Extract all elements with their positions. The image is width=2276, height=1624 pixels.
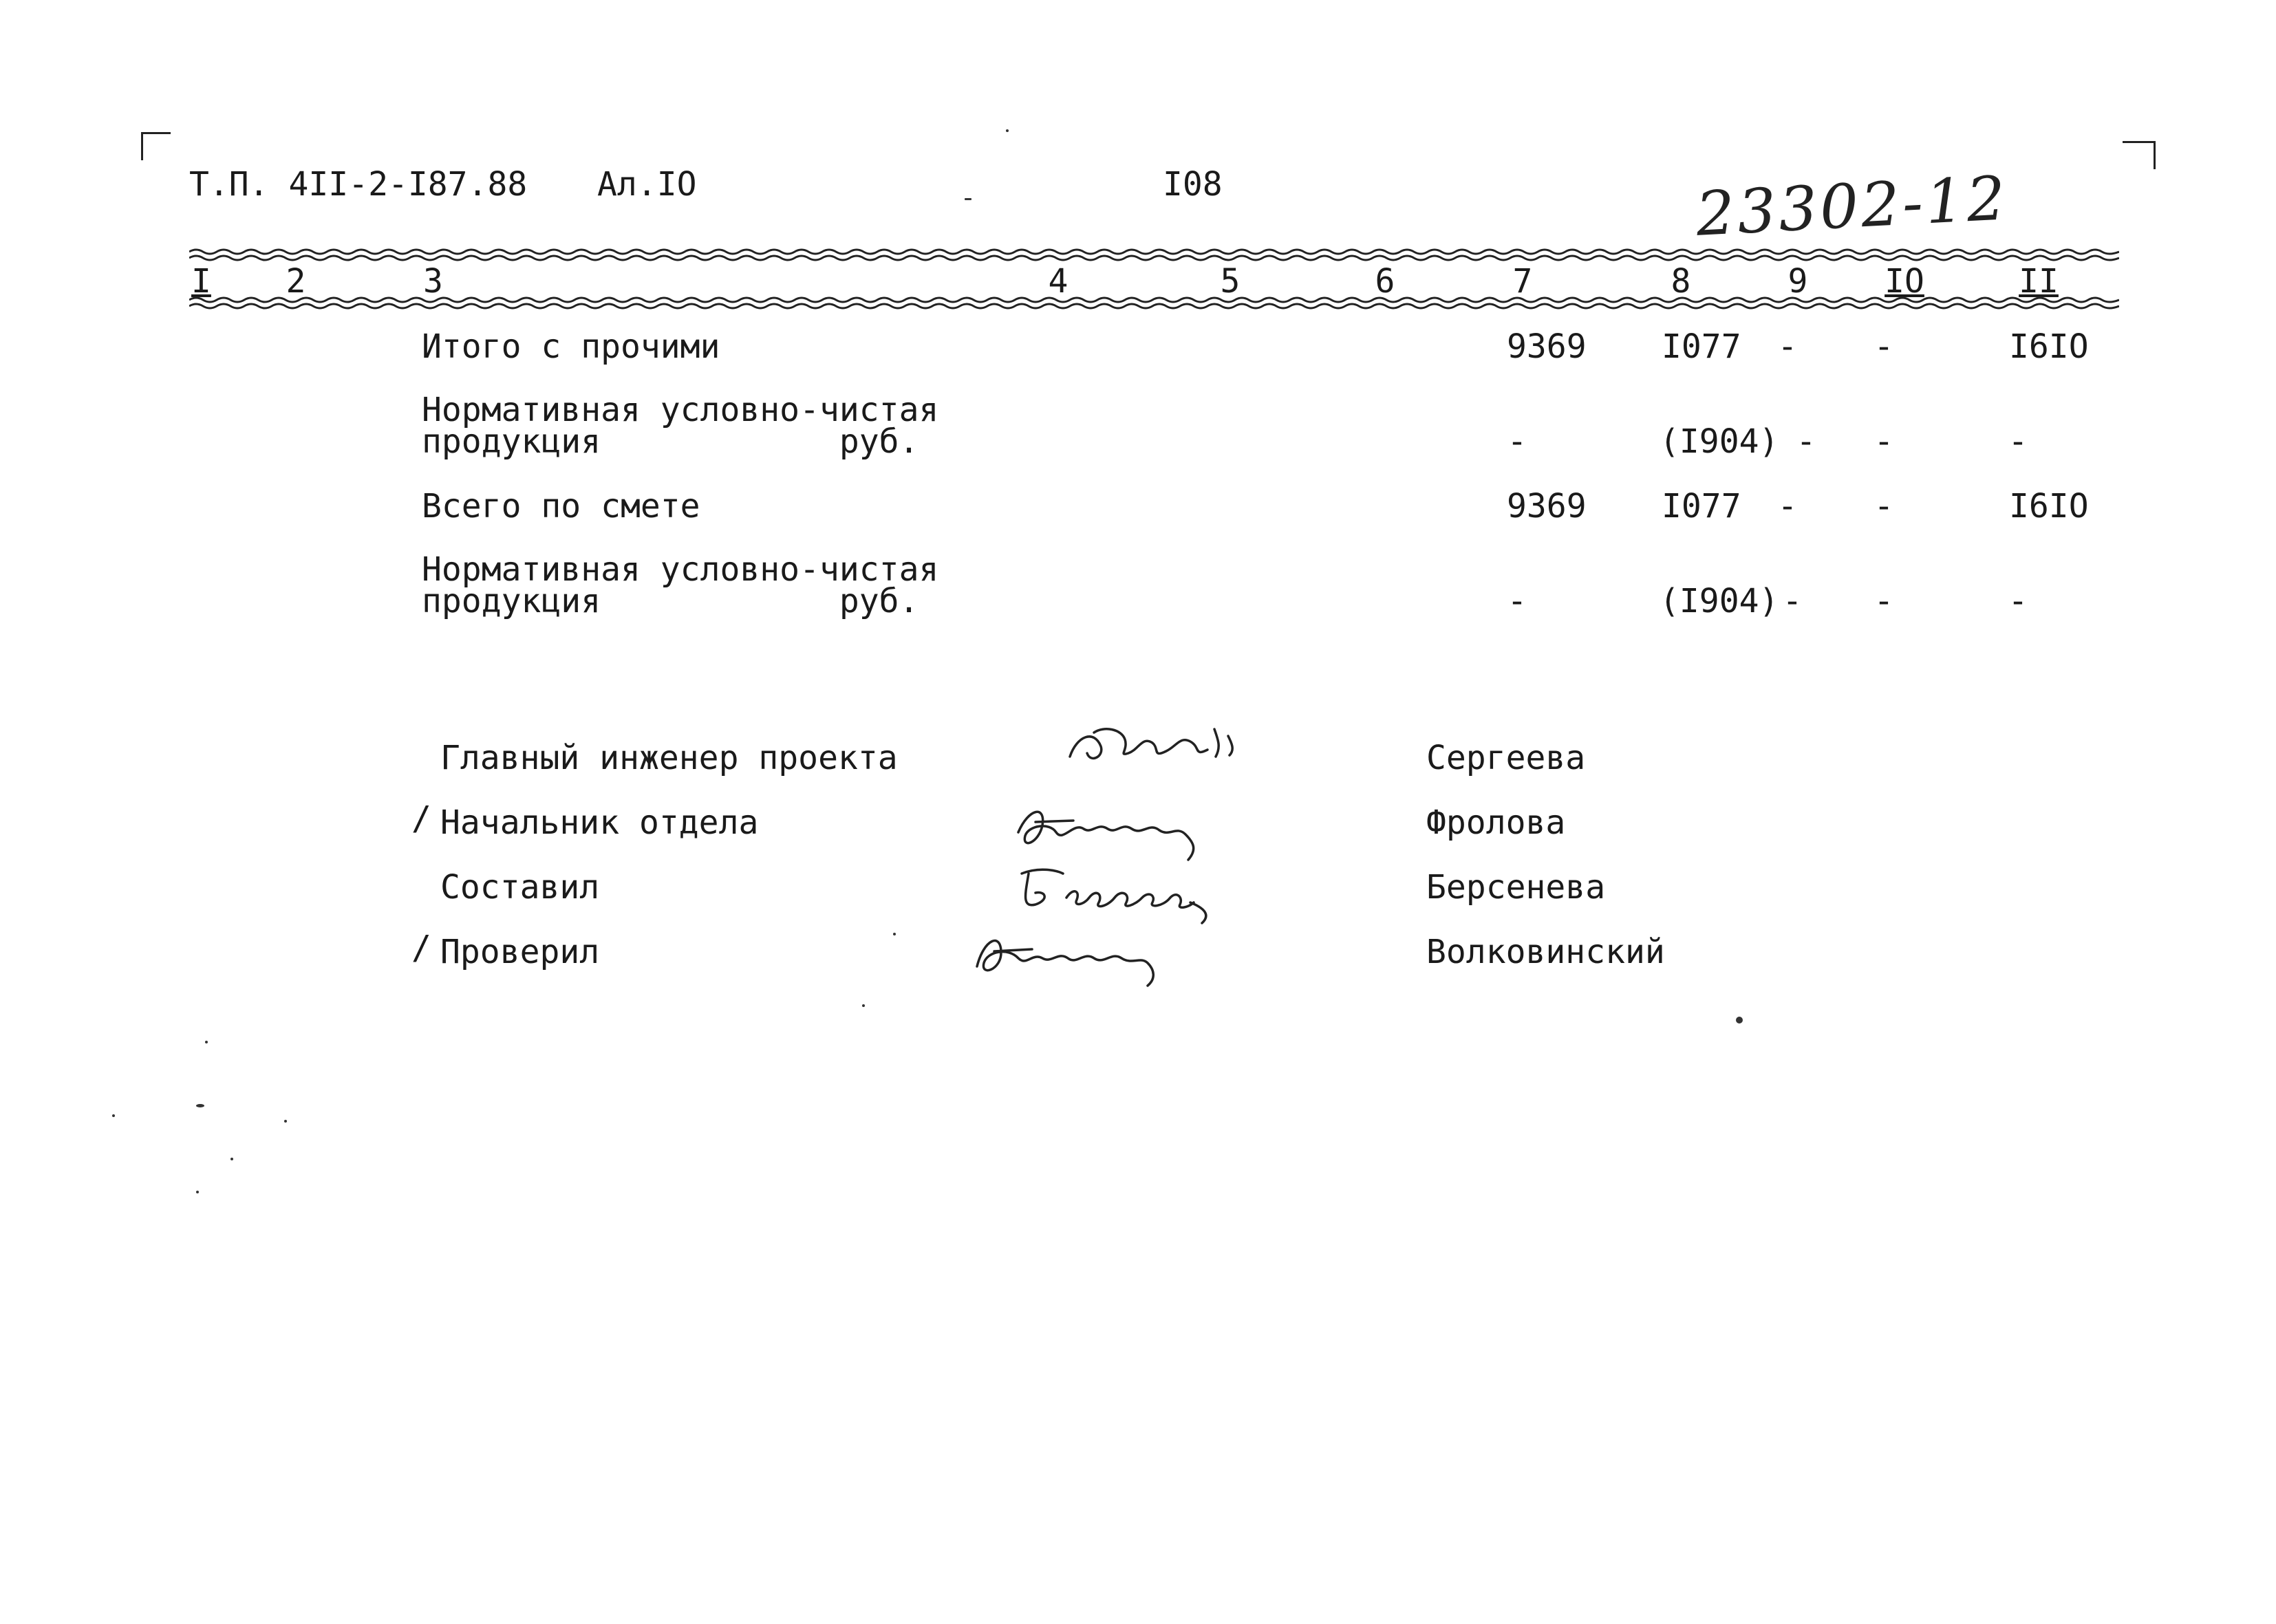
signatory-name: Сергеева <box>1426 739 1586 777</box>
cell-col10: - <box>1874 487 1894 526</box>
cell-col8: (I904) <box>1660 582 1779 620</box>
document-code: Т.П. 4II-2-I87.88 <box>189 165 528 204</box>
column-number-10: IO <box>1885 262 1924 301</box>
signatory-name: Волковинский <box>1426 933 1665 971</box>
table-rule-top <box>189 246 2119 261</box>
column-number-8: 8 <box>1671 262 1691 301</box>
cell-col11: - <box>2008 422 2028 461</box>
cell-col8: I077 <box>1662 487 1741 526</box>
scan-speck <box>1006 129 1009 132</box>
column-number-2: 2 <box>286 262 306 301</box>
column-number-7: 7 <box>1512 262 1533 301</box>
scan-speck <box>196 1191 199 1193</box>
page-number: I08 <box>1163 165 1223 204</box>
scan-speck <box>284 1120 287 1123</box>
scan-speck <box>196 1104 204 1107</box>
column-number-11: II <box>2019 262 2059 301</box>
scan-speck <box>112 1114 115 1117</box>
cell-col10: - <box>1874 422 1894 461</box>
row-label-line1: Нормативная условно-чистая <box>422 391 939 429</box>
handwritten-signature <box>1008 794 1235 870</box>
signatory-role: Главный инженер проекта <box>440 739 898 777</box>
column-number-5: 5 <box>1220 262 1241 301</box>
cell-col7: 9369 <box>1507 327 1587 366</box>
row-label-line1: Нормативная условно-чистая <box>422 550 939 589</box>
cell-col7: 9369 <box>1507 487 1587 526</box>
check-mark: / <box>411 799 431 838</box>
table-rule-bottom <box>189 296 2119 311</box>
signatory-role: Проверил <box>440 933 600 971</box>
handwritten-signature <box>1063 715 1256 777</box>
signatory-name: Берсенева <box>1426 868 1606 907</box>
signatory-role: Составил <box>440 868 600 907</box>
check-mark: / <box>411 929 431 967</box>
handwritten-signature <box>963 918 1183 994</box>
cell-col10: - <box>1874 582 1894 620</box>
scan-speck <box>205 1041 208 1043</box>
column-number-3: 3 <box>423 262 443 301</box>
row-label-line2: продукция руб. <box>422 582 919 620</box>
cell-col11: I6IO <box>2009 327 2089 366</box>
cell-col9: - <box>1777 327 1798 366</box>
column-number-9: 9 <box>1787 262 1808 301</box>
scan-speck <box>862 1004 865 1007</box>
row-label-line2: продукция руб. <box>422 422 919 461</box>
cell-col11: - <box>2008 582 2028 620</box>
cell-col9: - <box>1782 582 1803 620</box>
crop-mark-left <box>141 132 171 160</box>
cell-col7: - <box>1507 582 1527 620</box>
column-number-6: 6 <box>1375 262 1395 301</box>
scan-speck <box>230 1158 233 1160</box>
cell-col8: (I904) <box>1660 422 1779 461</box>
signatory-name: Фролова <box>1426 803 1566 842</box>
signatory-role: Начальник отдела <box>440 803 759 842</box>
cell-col9: - <box>1796 422 1816 461</box>
cell-col8: I077 <box>1662 327 1741 366</box>
album-number: Ал.IO <box>597 165 697 204</box>
cell-col7: - <box>1507 422 1527 461</box>
scan-speck <box>1736 1017 1743 1024</box>
column-number-1: I <box>191 262 211 301</box>
cell-col9: - <box>1777 487 1798 526</box>
cell-col10: - <box>1874 327 1894 366</box>
row-label: Итого с прочими <box>422 327 720 366</box>
scan-speck <box>965 198 971 200</box>
column-number-4: 4 <box>1048 262 1069 301</box>
cell-col11: I6IO <box>2009 487 2089 526</box>
crop-mark-right <box>2123 141 2156 169</box>
row-label: Всего по смете <box>422 487 700 526</box>
scan-speck <box>893 933 896 935</box>
inventory-number: 23302-12 <box>1694 162 2010 250</box>
